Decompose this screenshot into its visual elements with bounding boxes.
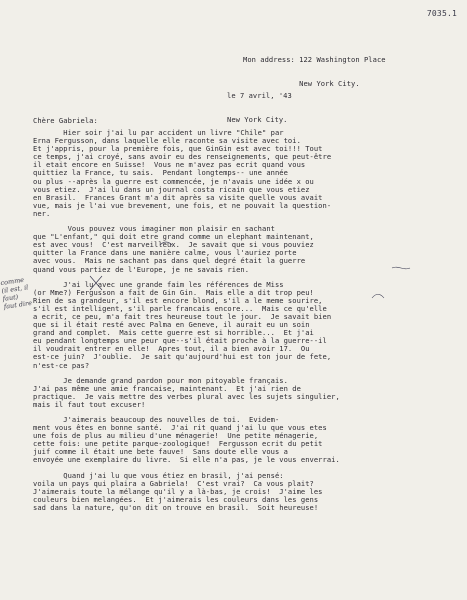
letter-line: Rien de sa grandeur, s'il est encore blond, s'il a le meme sourire, [33,295,323,305]
handwritten-margin-note: comme (il est, il faut) faut dire [0,275,33,311]
letter-line: a ecrit, ce peu, m'a fait tres heureuse tout le jour. Je savait bien [33,311,332,321]
letter-line: Quand j'ai lu que vous étiez en brasil, j'ai pensé: [33,470,284,480]
address-line: New York City. [243,79,360,89]
letter-line: cette fois: une petite parque-zoologique! Fergusson ecrit du petit [33,439,323,449]
letter-line: grand and complet. Mais cette guerre est si horrible... Et j'ai [33,328,314,338]
letter-line: practique. Je vais mettre des verbes plural avec les sujets singulier, [33,391,340,401]
letter-paragraph [33,377,461,409]
letter-line: vue, mais je l'ai vue brevement, une fois, et ne pouvait la question- [33,200,332,210]
letter-line: Hier soir j'ai lu par accident un livre "Chile" par [33,128,284,137]
letter-paragraph [33,129,461,218]
letter-line: quittiez la France, tu sais. Pendant longtemps-- une année [33,168,288,178]
letter-line: ce temps, j'ai croyé, sans avoir eu des renseignements, que peut-être [33,152,332,162]
reference-number: 7035.1 [426,9,457,18]
letter-line: que "L'enfant," qui doit etre grand comme un elephant maintenant, [33,232,314,242]
letter-line: envoyée une exemplaire du livre. Si elle n'a pas, je le vous enverrai. [33,455,340,465]
letter-line: Vous pouvez vous imaginer mon plaisir en sachant [33,224,275,234]
letter-line: il etait encore en Suisse! Vous ne m'avez pas ecrit quand vous [33,160,306,170]
letter-line: J'aimerais beaucoup des nouvelles de toi. Evidem- [33,415,280,424]
address-line: Mon address: 122 Washington Place [243,55,386,65]
letter-paragraph [33,225,461,274]
letter-line: ou plus --après la guerre est commencée, je n'avais une idée x ou [33,176,314,186]
letter-line: (or Mme?) Fergusson a fait de Gin Gin. Mais elle a dit trop peu! [33,287,314,297]
letter-line: Je demande grand pardon pour mon pitoyable français. [33,375,288,385]
letter-line: est-ce juin? J'oublie. Je sait qu'aujourd'hui est ton jour de fete, [33,352,332,362]
letter-line: est avec vous! C'est marveilleux. Je savait que si vous pouviez [33,240,314,250]
date-line: le 7 avril, '43 [227,91,292,101]
letter-line: avec vous. Mais ne sachant pas dans quel degré était la guerre [33,256,306,266]
letter-line: ment vous êtes en bonne santé. J'ai rit quand j'ai lu que vous etes [33,423,327,433]
letter-line: quand vous partiez de l'Europe, je ne savais rien. [33,264,250,274]
letter-paragraph [33,416,461,465]
letter-line: J'ai pas même une amie francaise, maintenant. Et j'ai rien de [33,383,301,393]
letter-line: Erna Fergusson, dans laquelle elle raconte sa visite avec toi. [33,136,301,146]
letter-line: vous etiez. J'ai lu dans un journal costa ricain que vous etiez [33,184,310,194]
letter-line: J'ai lu avec une grande faim les références de Miss [33,279,284,289]
letter-paragraph [33,472,461,512]
letter-line: que si il était resté avec Palma en Geneve, il aurait eu un soin [33,320,310,330]
letter-paragraph [33,281,461,370]
letter-line: une fois de plus au milieu d'une ménagerie! Une petite ménagerie, [33,431,319,441]
letter-line: il voudrait entrer en elle! Apres tout, il a bien avoir 17. Ou [33,344,310,354]
letter-line: sad dans la nature, qu'on dit on trouve en brasil. Soit heureuse! [33,502,319,512]
letter-line: Et j'appris, pour la première fois, que GinGin est avec toi!!! Tout [33,144,323,154]
salutation: Chère Gabriela: [33,116,98,125]
letter-line: ner. [33,208,51,218]
letter-line: eu pendant longtemps une peur que--s'il était proche à la guerre--il [33,336,327,346]
letter-line: mais il faut tout excuser! [33,399,146,409]
date-line: New York City. [227,115,288,125]
letter-line: quitter la France dans une manière calme, vous l'auriez porte [33,248,297,258]
letter-line: J'aimerais toute la mélange qu'il y a là-bas, je crois! J'aime les [33,486,323,496]
letter-body [33,129,461,519]
letter-line: s'il est intelligent, s'il parle francais encore... Mais ce qu'elle [33,303,327,313]
letter-line: voila un pays qui plaira a Gabriela! C'est vrai? Ca vous plait? [33,478,314,488]
letter-line: couleurs bien melangées. Et j'aimerais les couleurs dans les gens [33,494,319,504]
letter-line: juif comme il était une bete fauve! Sans doute elle vous a [33,447,288,457]
letter-line: en Brasil. Frances Grant m'a dit après sa visite quelle vous avait [33,192,323,202]
letter-line: n'est-ce pas? [33,360,90,370]
